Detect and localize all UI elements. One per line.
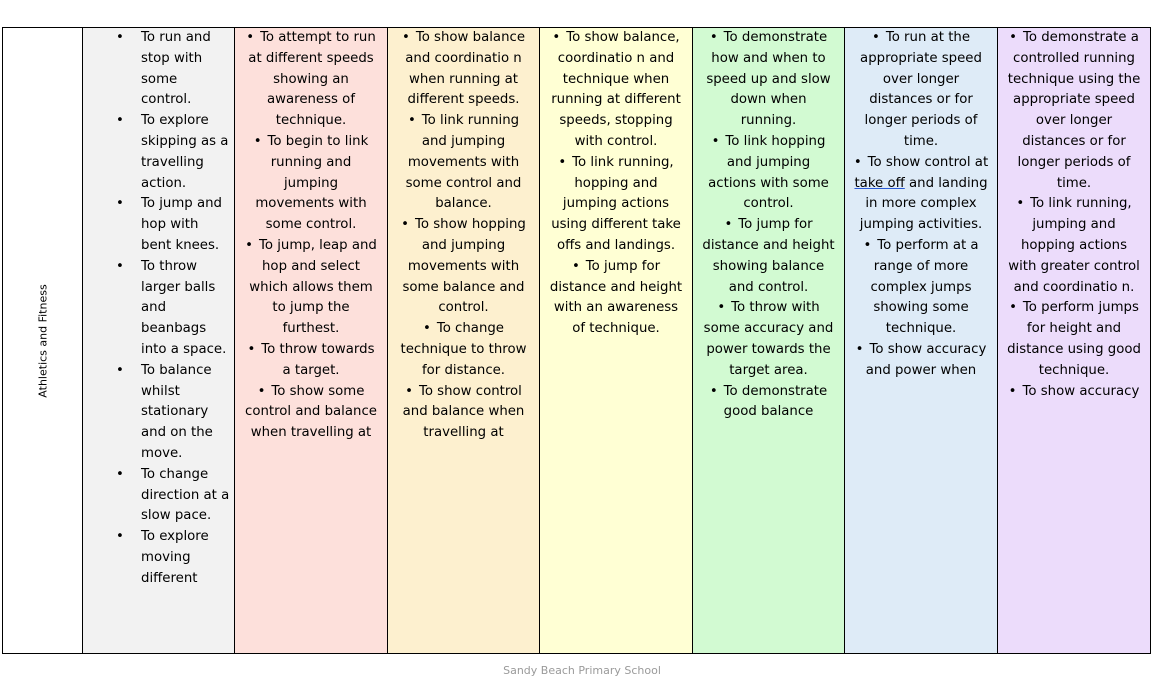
objective-item: • To jump for distance and height showing balance and control. xyxy=(693,215,840,298)
objective-list xyxy=(540,28,692,340)
year-column-4 xyxy=(540,28,693,654)
year-column-3 xyxy=(388,28,540,654)
objective-item: • To demonstrate a controlled running technique using the appropriate speed over longer distances or for longer periods of time. xyxy=(998,28,1146,194)
objective-item: • To show balance, coordinatio n and technique when running at different speeds, stopping with control. xyxy=(540,28,688,153)
objective-list xyxy=(235,28,387,444)
page-top-margin xyxy=(0,0,1164,26)
objective-item: • To link running, hopping and jumping actions using different take offs and landings. xyxy=(540,153,688,257)
objective-item: • To show control and balance when travelling at xyxy=(388,382,535,444)
objective-item: • To attempt to run at different speeds showing an awareness of technique. xyxy=(235,28,383,132)
year-column-7 xyxy=(998,28,1151,654)
table-row xyxy=(3,28,1151,654)
objective-item: • To jump, leap and hop and select which allows them to jump the furthest. xyxy=(235,236,383,340)
row-label-cell xyxy=(3,28,83,654)
objective-item: • To run at the appropriate speed over longer distances or for longer periods of time. xyxy=(845,28,993,153)
objective-item: • To jump for distance and height with an awareness of technique. xyxy=(540,257,688,340)
objective-item: • To perform jumps for height and distance using good technique. xyxy=(998,298,1146,381)
objective-item: • To show balance and coordinatio n when running at different speeds. xyxy=(388,28,535,111)
objective-item: • To link running and jumping movements with some control and balance. xyxy=(388,111,535,215)
year-column-5 xyxy=(693,28,845,654)
objective-list xyxy=(693,28,844,423)
objective-item: • To throw larger balls and beanbags into a space. xyxy=(83,257,230,361)
curriculum-table xyxy=(2,27,1151,654)
objective-item: • To explore moving different xyxy=(83,527,230,589)
objective-item: • To link hopping and jumping actions with some control. xyxy=(693,132,840,215)
objective-item: • To throw with some accuracy and power towards the target area. xyxy=(693,298,840,381)
year-column-1 xyxy=(83,28,235,654)
objective-item: • To throw towards a target. xyxy=(235,340,383,382)
objective-list xyxy=(83,28,234,590)
objective-item: • To show hopping and jumping movements with some balance and control. xyxy=(388,215,535,319)
objective-list xyxy=(388,28,539,444)
objective-item: • To show accuracy and power when xyxy=(845,340,993,382)
school-footer: Sandy Beach Primary School xyxy=(503,664,661,676)
objective-item: • To show some control and balance when travelling at xyxy=(235,382,383,444)
row-label: Athletics and Fitness xyxy=(36,283,49,398)
objective-item: • To show control at take off and landing in more complex jumping activities. xyxy=(845,153,993,236)
objective-item: • To balance whilst stationary and on the move. xyxy=(83,361,230,465)
year-column-2 xyxy=(235,28,388,654)
objective-list xyxy=(845,28,997,382)
year-column-6 xyxy=(845,28,998,654)
objective-item: • To demonstrate how and when to speed up and slow down when running. xyxy=(693,28,840,132)
objective-item: • To demonstrate good balance xyxy=(693,382,840,424)
objective-item: • To begin to link running and jumping movements with some control. xyxy=(235,132,383,236)
objective-item: • To run and stop with some control. xyxy=(83,28,230,111)
objective-item: • To change technique to throw for distance. xyxy=(388,319,535,381)
objective-item: • To perform at a range of more complex jumps showing some technique. xyxy=(845,236,993,340)
objective-item: • To jump and hop with bent knees. xyxy=(83,194,230,256)
objective-item: • To link running, jumping and hopping actions with greater control and coordinatio n. xyxy=(998,194,1146,298)
objective-item: • To show accuracy xyxy=(998,382,1146,403)
objective-item: • To explore skipping as a travelling action. xyxy=(83,111,230,194)
objective-item: • To change direction at a slow pace. xyxy=(83,465,230,527)
objective-list xyxy=(998,28,1150,402)
